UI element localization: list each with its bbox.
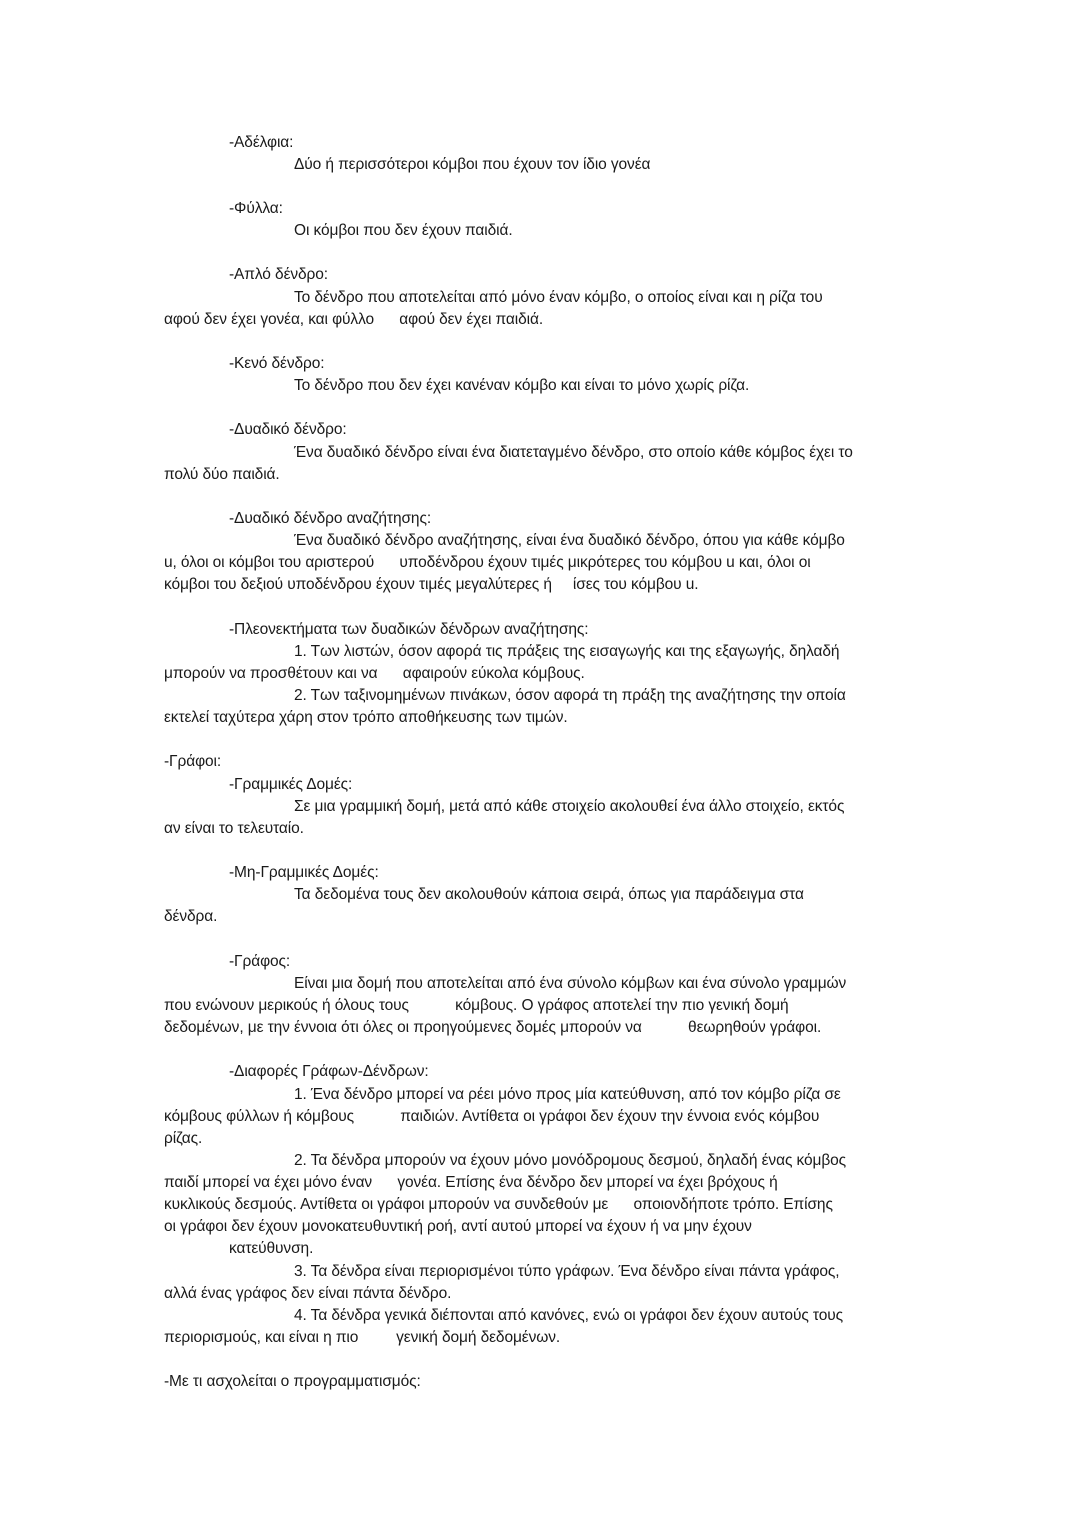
text-line: Τα δεδομένα τους δεν ακολουθούν κάποια σειρά, όπως για παράδειγμα στα [294,886,804,903]
text-line: κατεύθυνση. [229,1240,314,1257]
list-item: 2. Τα δένδρα μπορούν να έχουν μόνο μονόδρομους δεσμού, δηλαδή ένας κόμβος [294,1152,847,1169]
list-item: 2. Των ταξινομημένων πινάκων, όσον αφορά τη πράξη της αναζήτησης την οποία [294,687,846,704]
heading-nonlinear-structures: -Μη-Γραμμικές Δομές: [229,864,379,881]
heading-siblings: -Αδέλφια: [229,134,294,151]
list-item: 1. Των λιστών, όσον αφορά τις πράξεις της εισαγωγής και της εξαγωγής, δηλαδή [294,643,840,660]
text-line: πολύ δύο παιδιά. [164,466,280,483]
text-line: παιδί μπορεί να έχει μόνο έναν γονέα. Επίσης ένα δένδρο δεν μπορεί να έχει βρόχους ή [164,1174,778,1191]
text-line: δένδρα. [164,908,218,925]
text-line: Δύο ή περισσότεροι κόμβοι που έχουν τον ίδιο γονέα [294,156,651,173]
heading-simple-tree: -Απλό δένδρο: [229,266,328,283]
text-line: αν είναι το τελευταίο. [164,820,304,837]
list-item: 1. Ένα δένδρο μπορεί να ρέει μόνο προς μία κατεύθυνση, από τον κόμβο ρίζα σε [294,1086,841,1103]
heading-binary-tree: -Δυαδικό δένδρο: [229,421,347,438]
text-line: κόμβους φύλλων ή κόμβους παιδιών. Αντίθετα οι γράφοι δεν έχουν την έννοια ενός κόμβου [164,1108,820,1125]
heading-empty-tree: -Κενό δένδρο: [229,355,325,372]
list-item: 3. Τα δένδρα είναι περιορισμένοι τύπο γράφων. Ένα δένδρο είναι πάντα γράφος, [294,1263,840,1280]
text-line: ρίζας. [164,1130,203,1147]
text-line: Το δένδρο που αποτελείται από μόνο έναν κόμβο, ο οποίος είναι και η ρίζα του [294,289,823,306]
text-line: Το δένδρο που δεν έχει κανέναν κόμβο και είναι το μόνο χωρίς ρίζα. [294,377,750,394]
text-line: που ενώνουν μερικούς ή όλους τους κόμβους. Ο γράφος αποτελεί την πιο γενική δομή [164,997,789,1014]
text-line: Σε μια γραμμική δομή, μετά από κάθε στοιχείο ακολουθεί ένα άλλο στοιχείο, εκτός [294,798,845,815]
list-item: 4. Τα δένδρα γενικά διέπονται από κανόνες, ενώ οι γράφοι δεν έχουν αυτούς τους [294,1307,843,1324]
text-line: εκτελεί ταχύτερα χάρη στον τρόπο αποθήκευσης των τιμών. [164,709,568,726]
text-line: u, όλοι οι κόμβοι του αριστερού υποδένδρου έχουν τιμές μικρότερες του κόμβου u και, όλοι οι [164,554,811,571]
text-line: οι γράφοι δεν έχουν μονοκατευθυντική ροή, αντί αυτού μπορεί να έχουν ή να μην έχουν [164,1218,752,1235]
text-line: Ένα δυαδικό δένδρο είναι ένα διατεταγμένο δένδρο, στο οποίο κάθε κόμβος έχει το [294,444,853,461]
text-line: Ένα δυαδικό δένδρο αναζήτησης, είναι ένα δυαδικό δένδρο, όπου για κάθε κόμβο [294,532,845,549]
text-line: αφού δεν έχει γονέα, και φύλλο αφού δεν έχει παιδιά. [164,311,544,328]
text-line: Είναι μια δομή που αποτελείται από ένα σύνολο κόμβων και ένα σύνολο γραμμών [294,975,847,992]
text-line: περιορισμούς, και είναι η πιο γενική δομή δεδομένων. [164,1329,561,1346]
text-line: μπορούν να προσθέτουν και να αφαιρούν εύκολα κόμβους. [164,665,585,682]
text-line: δεδομένων, με την έννοια ότι όλες οι προηγούμενες δομές μπορούν να θεωρηθούν γράφοι. [164,1019,822,1036]
heading-linear-structures: -Γραμμικές Δομές: [229,776,353,793]
text-line: κυκλικούς δεσμούς. Αντίθετα οι γράφοι μπορούν να συνδεθούν με οποιονδήποτε τρόπο. Επίσης [164,1196,833,1213]
text-line: αλλά ένας γράφος δεν είναι πάντα δένδρο. [164,1285,452,1302]
heading-graph-tree-differences: -Διαφορές Γράφων-Δένδρων: [229,1063,429,1080]
heading-graph: -Γράφος: [229,953,291,970]
heading-graphs: -Γράφοι: [164,753,222,770]
text-line: Οι κόμβοι που δεν έχουν παιδιά. [294,222,513,239]
text-line: κόμβοι του δεξιού υποδένδρου έχουν τιμές μεγαλύτερες ή ίσες του κόμβου u. [164,576,699,593]
heading-bst-advantages: -Πλεονεκτήματα των δυαδικών δένδρων αναζήτησης: [229,621,589,638]
heading-programming: -Με τι ασχολείται ο προγραμματισμός: [164,1373,421,1390]
heading-leaves: -Φύλλα: [229,200,283,217]
heading-bst: -Δυαδικό δένδρο αναζήτησης: [229,510,432,527]
